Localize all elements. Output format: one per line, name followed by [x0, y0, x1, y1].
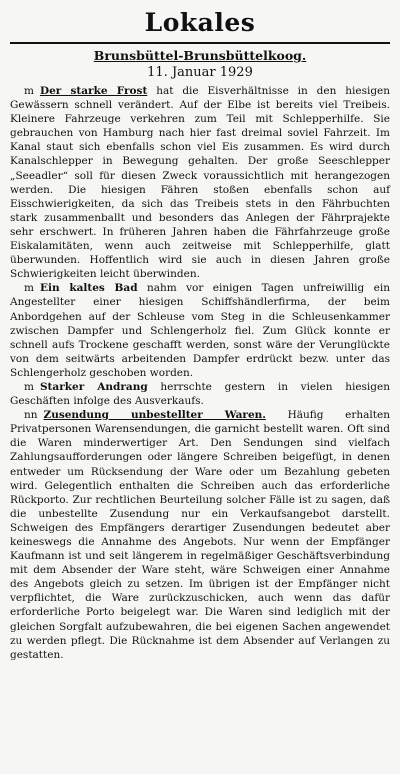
- article-andrang: [10, 380, 390, 408]
- article-text: hat die Eisverhältnisse in den hiesigen Gewässern schnell verändert. Auf der Elbe ist bereits viel Treibeis. Kleinere Fahrzeuge verkehren zum Teil mit Schlepperhilfe. Sie gebrauchen von Hamburg nach hier fast dreimal soviel Fahrzeit. Im Kanal staut sich ebenfalls schon viel Eis zusammen. Es wird durch Kanalschlepper in Bewegung gehalten. Der große Seeschlepper „Seeadler“ soll für diesen Zweck voraussichtlich mit herangezogen werden. Die hiesigen Fähren stoßen ebenfalls schon auf Eisschwierigkeiten, da sich das Treibeis stets in den Fährbuchten stark zusammenballt und besonders das Anlegen der Fährprajekte sehr erschwert. In früheren Jahren haben die Fährfahrzeuge große Eiskalamitäten, wenn auch zeitweise mit Schlepperhilfe, glatt überwunden. Hoffentlich wird sie auch in diesen Jahren große Schwierigkeiten leicht überwinden.: [10, 85, 391, 281]
- title-rule: [10, 42, 390, 44]
- issue-date: 11. Januar 1929: [147, 65, 253, 80]
- article-keyword: Ein kaltes Bad: [39, 282, 138, 295]
- article-frost: [10, 84, 390, 281]
- article-body: [10, 84, 390, 662]
- article-text: Häufig erhalten Privatpersonen Warensendungen, die garnicht bestellt waren. Oft sind die Waren minderwertiger Art. Den Sendungen sind vielfach Zahlungsaufforderungen oder längere Schreiben beigefügt, in denen entweder um Rücksendung der Ware oder um Bezahlung gebeten wird. Gelegentlich enthalten die Schreiben auch das erforderliche Rückporto. Zur rechtlichen Beurteilung solcher Fälle ist zu sagen, daß die unbestellte Zusendung nur ein Verkaufsangebot darstellt. Schweigen des Empfängers derartiger Zusendungen bedeutet aber keineswegs die Annahme des Angebots. Nur wenn der Empfänger Kaufmann ist und seit längerem in regelmäßiger Geschäftsverbindung mit dem Absender der Ware steht, wäre Schweigen einer Annahme des Angebots gleich zu setzen. Im übrigen ist der Empfänger nicht verpflichtet, die Ware zurückzuschicken, auch wenn das dafür erforderliche Porto beigelegt war. Die Waren sind lediglich mit der gleichen Sorgfalt aufzubewahren, die bei eigenen Sachen angewendet zu werden pflegt. Die Rücknahme ist dem Absender auf Verlangen zu gestatten.: [10, 409, 390, 661]
- paragraph-mark: m: [24, 85, 34, 97]
- paragraph-mark: m: [24, 380, 34, 393]
- article-kaltes-bad: [10, 281, 390, 380]
- dateline: Brunsbüttel-Brunsbüttelkoog.: [93, 48, 307, 63]
- paragraph-mark: m: [24, 282, 34, 295]
- paragraph-mark: nn: [24, 409, 38, 422]
- section-title: Lokales: [144, 8, 256, 37]
- article-keyword: Zusendung unbestellter Waren.: [43, 409, 266, 422]
- article-keyword: Der starke Frost: [39, 85, 148, 97]
- article-text: herrschte gestern in vielen hiesigen Geschäften infolge des Ausverkaufs.: [10, 380, 390, 408]
- article-text: nahm vor einigen Tagen unfreiwillig ein Angestellter einer hiesigen Schiffshändlerfirma, der beim Anbordgehen auf der Schleuse vom Steg in die Schleusenkammer zwischen Dampfer und Schlengerholz fiel. Zum Glück konnte er schnell aufs Trockene geschafft werden, sonst wäre der Verunglückte von dem seitwärts arbeitenden Dampfer erdrückt bezw. unter das Schlengerholz geschoben worden.: [10, 282, 390, 379]
- article-keyword: Starker Andrang: [39, 380, 148, 393]
- article-zusendung: [10, 408, 390, 662]
